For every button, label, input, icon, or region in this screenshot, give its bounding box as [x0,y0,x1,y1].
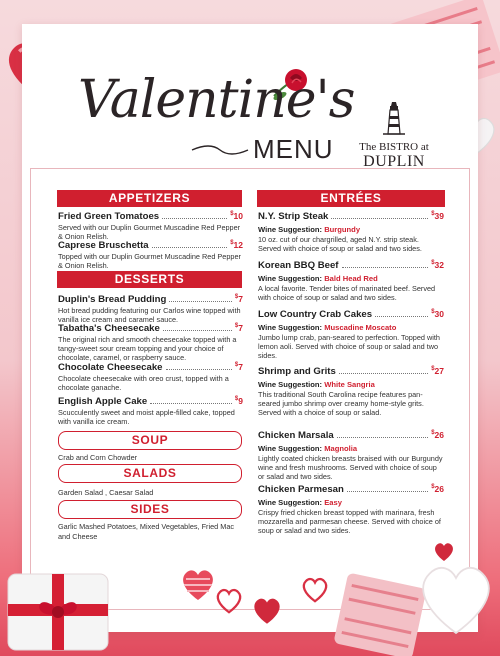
logo-text-top: The BISTRO at [359,141,429,153]
item-name: N.Y. Strip Steak [258,211,329,222]
wine-name: Easy [324,498,342,507]
menu-item [258,211,444,253]
wine-suggestion: Wine Suggestion: White Sangria [258,380,375,389]
item-description: The original rich and smooth cheesecake topped with a tangy-sweet sour cream topping and your choice of chocolate, caramel, or raspberry sauce. [58,335,237,363]
bistro-logo [354,100,434,172]
item-price: $7 [234,294,243,304]
item-name: Caprese Bruschetta [58,240,149,251]
heart-decoration-bottom-4 [300,575,330,605]
wine-suggestion: Wine Suggestion: Easy [258,498,342,507]
heart-decoration-bottom-3 [250,594,284,628]
menu-item [258,260,444,302]
section-salads: SALADS [58,464,242,483]
menu-item [258,309,444,361]
item-price: $12 [230,240,243,250]
leader-dots [166,369,232,370]
menu-item [58,396,243,426]
wine-name: Muscadine Moscato [324,323,397,332]
item-description: A local favorite. Tender bites of marinated beef. Served with choice of soup or salad and two sides. [258,284,436,303]
heart-decoration-bottom-right-white [412,556,500,644]
wine-suggestion: Wine Suggestion: Muscadine Moscato [258,323,397,332]
heart-decoration-bottom-1 [178,565,218,605]
leader-dots [150,403,232,404]
item-price: $26 [431,430,444,440]
leader-dots [339,373,428,374]
menu-item [58,240,243,270]
section-appetizers: APPETIZERS [57,190,242,207]
item-price: $7 [234,362,243,372]
leader-dots [337,437,428,438]
item-description: Served with our Duplin Gourmet Muscadine Red Pepper & Onion Relish. [58,223,241,242]
item-name: Korean BBQ Beef [258,260,339,271]
item-price: $32 [431,260,444,270]
wine-suggestion: Wine Suggestion: Burgundy [258,225,361,234]
item-name: Duplin's Bread Pudding [58,294,167,305]
sides-text: Garlic Mashed Potatoes, Mixed Vegetables, Fried Mac and Cheese [58,522,235,541]
item-description: Jumbo lump crab, pan-seared to perfection. Topped with lemon aoli. Served with choice of soup or salad and two sides. [258,333,440,361]
leader-dots [331,218,428,219]
item-description: Scucculently sweet and moist apple-filled cake, topped with vanilla ice cream. [58,408,235,427]
page-title: Valentine's [78,70,355,130]
item-price: $30 [431,309,444,319]
soup-text: Crab and Corn Chowder [58,453,138,462]
item-name: Chicken Parmesan [258,484,344,495]
leader-dots [162,218,227,219]
item-name: Low Country Crab Cakes [258,309,373,320]
item-name: Chocolate Cheesecake [58,362,163,373]
item-price: $26 [431,484,444,494]
wine-name: Bald Head Red [324,274,378,283]
section-desserts: DESSERTS [57,271,242,288]
menu-item [258,430,444,482]
leader-dots [342,267,429,268]
section-soup: SOUP [58,431,242,450]
wine-name: Magnolia [324,444,358,453]
heart-decoration-bottom-2 [214,586,244,616]
item-price: $10 [230,211,243,221]
menu-item [58,294,243,324]
heart-decoration-right-small [432,540,456,564]
item-name: Tabatha's Cheesecake [58,323,160,334]
item-description: This traditional South Carolina recipe features pan-seared jumbo shrimp over creamy home-style grits. Served with a choice of soup or salad. [258,390,424,418]
leader-dots [169,301,232,302]
item-name: Fried Green Tomatoes [58,211,160,222]
item-description: Hot bread pudding featuring our Carlos wine topped with vanilla ice cream and caramel sauce. [58,306,241,325]
menu-item [58,323,243,363]
title-flourish [190,140,250,160]
salads-text: Garden Salad , Caesar Salad [58,488,154,497]
leader-dots [163,330,232,331]
item-name: English Apple Cake [58,396,148,407]
item-price: $39 [431,211,444,221]
section-sides: SIDES [58,500,242,519]
item-description: Crispy fried chicken breast topped with marinara, fresh mozzarella and parmesan cheese. Served with choice of soup or salad and two sides. [258,508,441,536]
menu-item [58,211,243,241]
item-description: 10 oz. cut of our chargrilled, aged N.Y. strip steak. Served with choice of soup or salad and two sides. [258,235,422,254]
item-price: $27 [431,366,444,376]
item-price: $7 [234,323,243,333]
menu-item [258,484,444,536]
item-description: Lightly coated chicken breasts braised with our Burgundy wine and fresh mushrooms. Served with choice of soup or salad and two sides. [258,454,443,482]
item-price: $9 [234,396,243,406]
logo-text-bottom: DUPLIN [363,153,425,170]
item-description: Chocolate cheesecake with oreo crust, topped with a chocolate ganache. [58,374,229,393]
wine-name: Burgundy [324,225,361,234]
lighthouse-icon [383,100,405,136]
menu-item [258,366,444,418]
wine-suggestion: Wine Suggestion: Magnolia [258,444,358,453]
wine-name: White Sangria [324,380,375,389]
leader-dots [375,316,428,317]
page-subtitle: MENU [253,134,334,164]
gift-box-decoration-bottom-left [0,560,120,656]
leader-dots [347,491,428,492]
leader-dots [152,247,228,248]
item-name: Shrimp and Grits [258,366,336,377]
item-name: Chicken Marsala [258,430,334,441]
menu-item [58,362,243,392]
item-description: Topped with our Duplin Gourmet Muscadine Red Pepper & Onion Relish. [58,252,241,271]
section-entrees: ENTRÉES [257,190,445,207]
wine-suggestion: Wine Suggestion: Bald Head Red [258,274,378,283]
